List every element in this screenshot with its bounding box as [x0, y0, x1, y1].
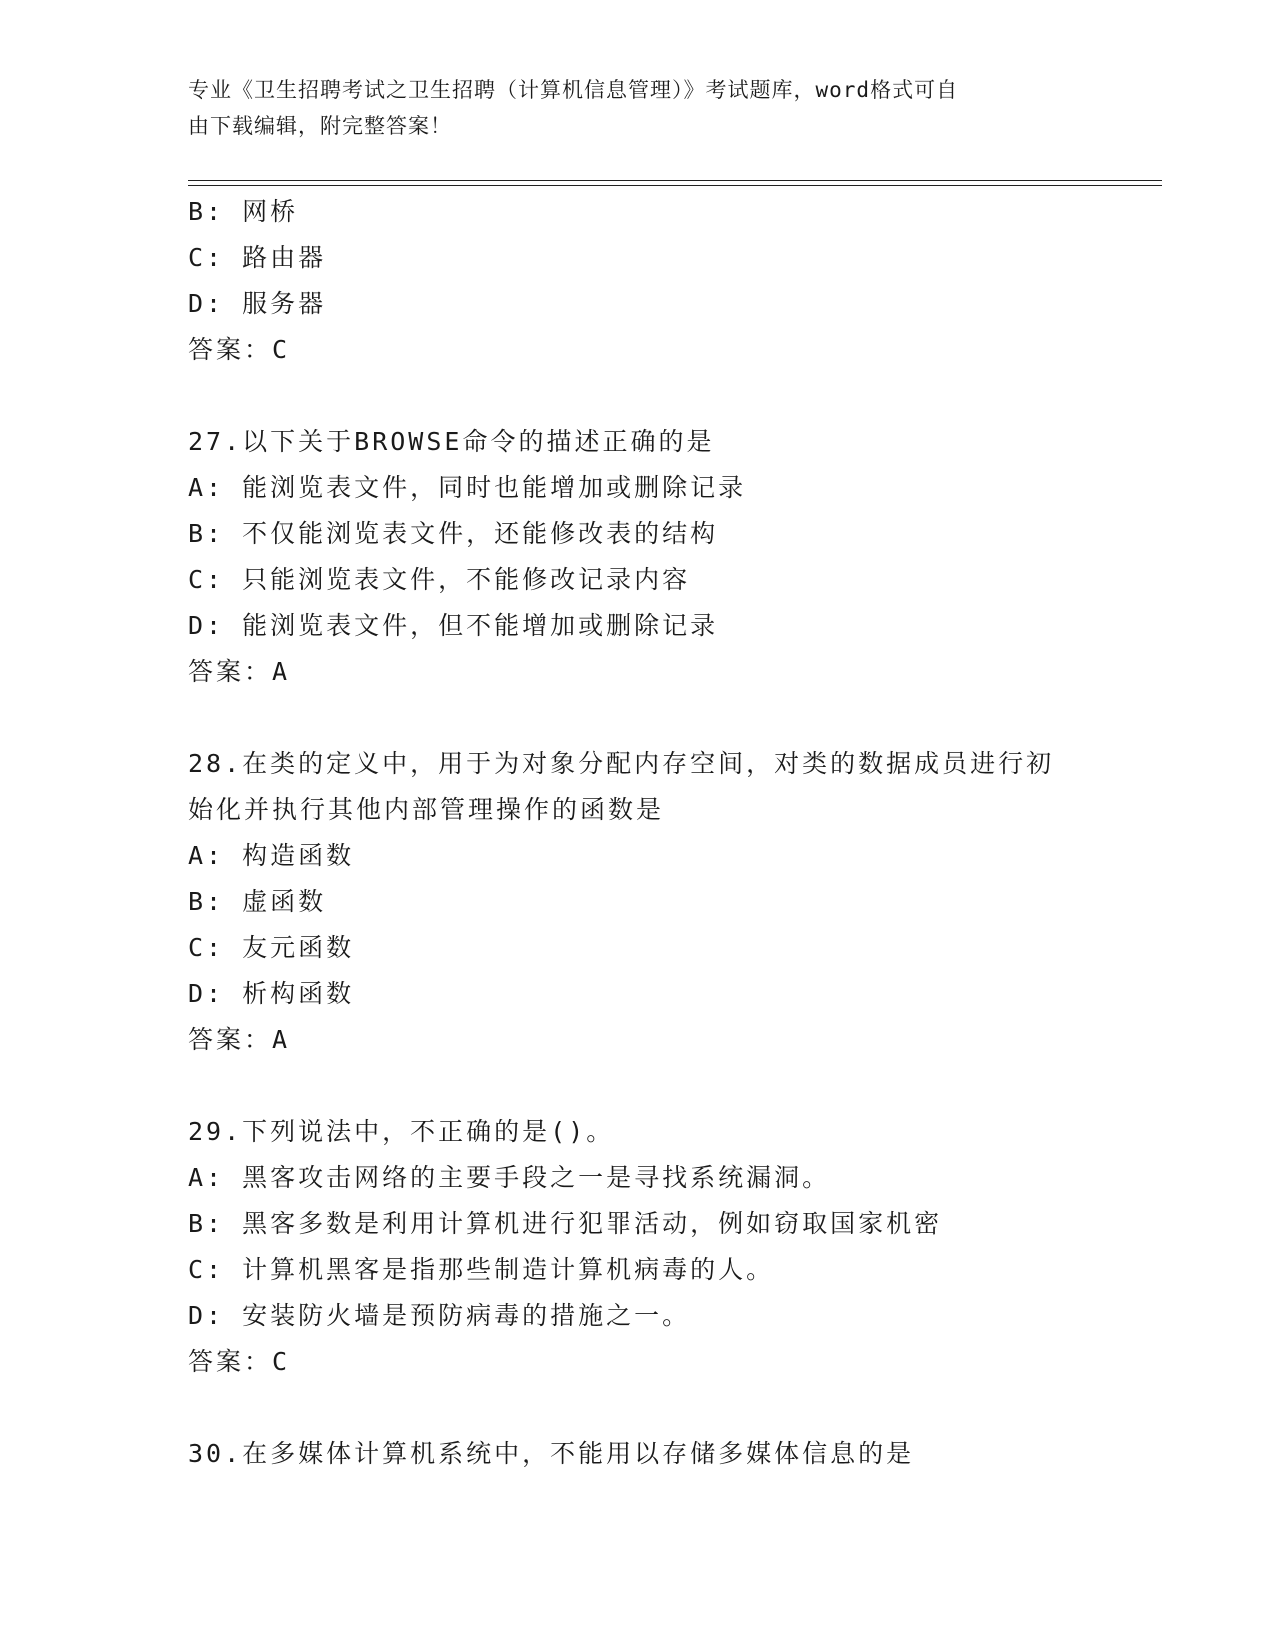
- q27-option-c: C: 只能浏览表文件，不能修改记录内容: [188, 565, 691, 594]
- q26-option-b: B: 网桥: [188, 197, 299, 226]
- q27-question: 27.以下关于BROWSE命令的描述正确的是: [188, 427, 715, 456]
- q29-question: 29.下列说法中，不正确的是()。: [188, 1117, 615, 1146]
- q27-option-a: A: 能浏览表文件，同时也能增加或删除记录: [188, 473, 747, 502]
- document-header: [188, 72, 1068, 144]
- q27-answer: 答案：A: [188, 657, 291, 686]
- question-list: [188, 189, 1088, 1477]
- q29-option-b: B: 黑客多数是利用计算机进行犯罪活动，例如窃取国家机密: [188, 1209, 943, 1238]
- q28-answer: 答案：A: [188, 1025, 291, 1054]
- q28-option-d: D: 析构函数: [188, 979, 355, 1008]
- q29-option-a: A: 黑客攻击网络的主要手段之一是寻找系统漏洞。: [188, 1163, 831, 1192]
- header-divider-bottom: [188, 185, 1162, 186]
- header-divider-top: [188, 180, 1162, 181]
- spacer: [188, 373, 1088, 419]
- q30-question: 30.在多媒体计算机系统中，不能用以存储多媒体信息的是: [188, 1439, 915, 1468]
- header-line-2: 由下载编辑，附完整答案！: [188, 114, 452, 138]
- q26-option-c: C: 路由器: [188, 243, 327, 272]
- q26-option-d: D: 服务器: [188, 289, 327, 318]
- spacer: [188, 1385, 1088, 1431]
- q26-answer: 答案：C: [188, 335, 291, 364]
- q27-option-b: B: 不仅能浏览表文件，还能修改表的结构: [188, 519, 719, 548]
- spacer: [188, 1063, 1088, 1109]
- q29-option-d: D: 安装防火墙是预防病毒的措施之一。: [188, 1301, 691, 1330]
- q28-question-line-1: 28.在类的定义中，用于为对象分配内存空间，对类的数据成员进行初: [188, 749, 1055, 778]
- q29-option-c: C: 计算机黑客是指那些制造计算机病毒的人。: [188, 1255, 775, 1284]
- q28-question-line-2: 始化并执行其他内部管理操作的函数是: [188, 795, 665, 824]
- q28-option-c: C: 友元函数: [188, 933, 355, 962]
- q28-option-a: A: 构造函数: [188, 841, 355, 870]
- q29-answer: 答案：C: [188, 1347, 291, 1376]
- q27-option-d: D: 能浏览表文件，但不能增加或删除记录: [188, 611, 719, 640]
- spacer: [188, 695, 1088, 741]
- header-line-1: 专业《卫生招聘考试之卫生招聘（计算机信息管理）》考试题库，word格式可自: [188, 78, 959, 102]
- q28-option-b: B: 虚函数: [188, 887, 327, 916]
